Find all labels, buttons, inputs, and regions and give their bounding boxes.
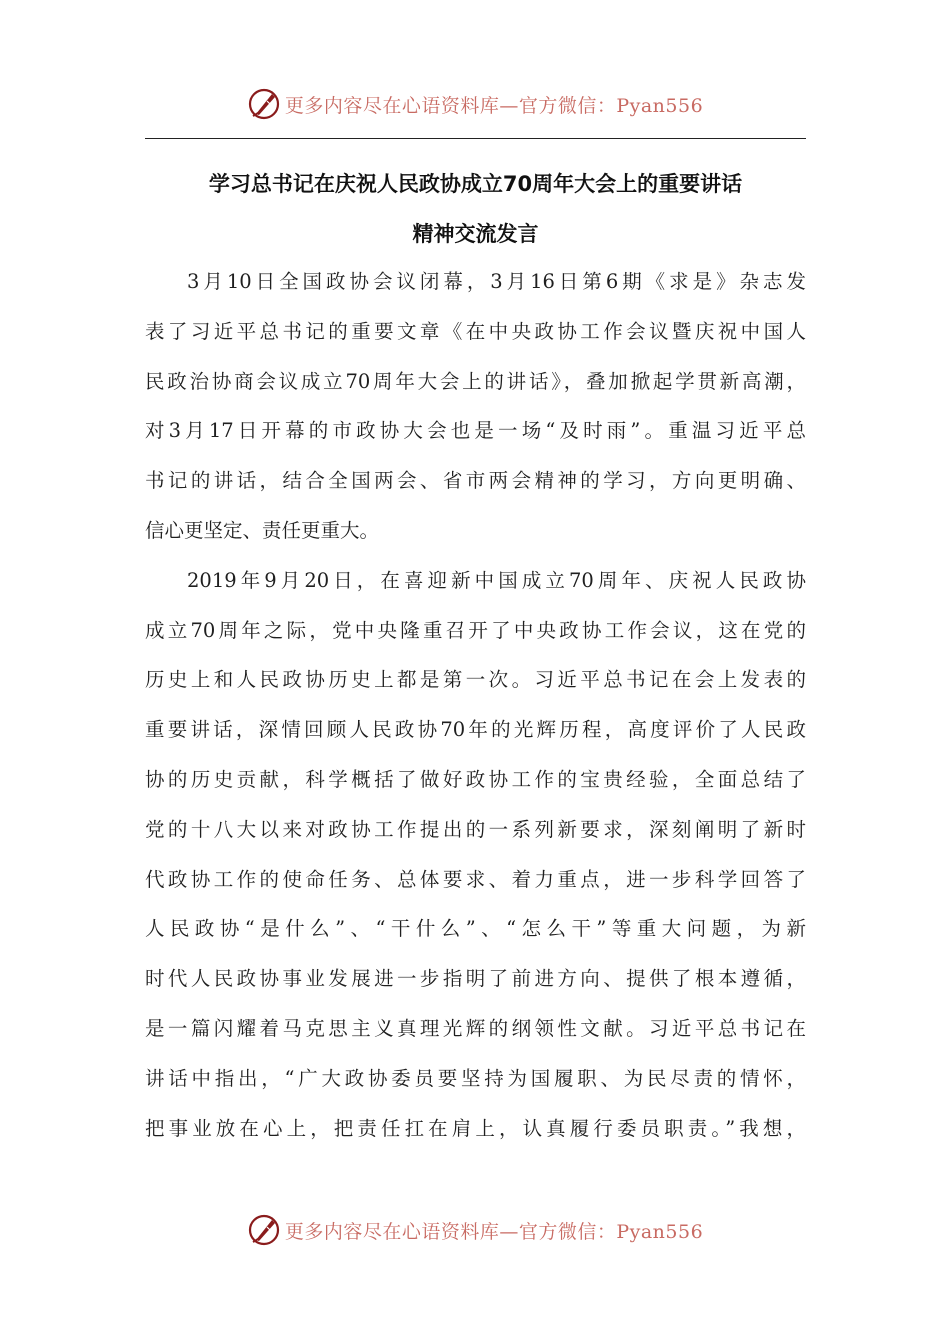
paragraph-line: 2019年9月20日，在喜迎新中国成立70周年、庆祝人民政协	[187, 568, 806, 592]
footer-banner-text: 更多内容尽在心语资料库—官方微信：Pyan556	[284, 1220, 704, 1243]
paragraph-line: 讲话中指出，“广大政协委员要坚持为国履职、为民尽责的情怀，	[145, 1066, 806, 1090]
paragraph-line: 民政治协商会议成立70周年大会上的讲话》，叠加掀起学贯新高潮，	[145, 369, 806, 393]
header-divider	[145, 138, 806, 139]
header-banner-text: 更多内容尽在心语资料库—官方微信：Pyan556	[284, 94, 704, 117]
paragraph-line: 代政协工作的使命任务、总体要求、着力重点，进一步科学回答了	[145, 867, 806, 891]
paragraph-line: 人民政协“是什么”、“干什么”、“怎么干”等重大问题，为新	[145, 917, 806, 941]
document-body	[145, 264, 806, 1160]
paragraph-line: 协的历史贡献，科学概括了做好政协工作的宝贵经验，全面总结了	[145, 767, 806, 791]
quill-pen-logo-icon	[247, 87, 281, 121]
paragraph-line: 把事业放在心上，把责任扛在肩上，认真履行委员职责。”我想，	[145, 1116, 806, 1140]
paragraph-line: 信心更坚定、责任更重大。	[145, 518, 380, 542]
paragraph-1	[145, 264, 806, 563]
paragraph-line: 书记的讲话，结合全国两会、省市两会精神的学习，方向更明确、	[145, 469, 806, 493]
paragraph-line: 3月10日全国政协会议闭幕，3月16日第6期《求是》杂志发	[187, 270, 806, 293]
paragraph-line: 时代人民政协事业发展进一步指明了前进方向、提供了根本遵循，	[145, 967, 806, 991]
paragraph-line: 历史上和人民政协历史上都是第一次。习近平总书记在会上发表的	[145, 668, 806, 692]
header-banner	[0, 84, 950, 124]
paragraph-line: 是一篇闪耀着马克思主义真理光辉的纲领性文献。习近平总书记在	[145, 1016, 806, 1040]
paragraph-line: 表了习近平总书记的重要文章《在中央政协工作会议暨庆祝中国人	[145, 319, 806, 343]
paragraph-line: 对3月17日开幕的市政协大会也是一场“及时雨”。重温习近平总	[145, 419, 806, 443]
document-title-line1: 学习总书记在庆祝人民政协成立70周年大会上的重要讲话	[208, 172, 743, 196]
document-title-line2: 精神交流发言	[412, 222, 539, 246]
footer-banner	[0, 1210, 950, 1250]
quill-pen-logo-icon	[247, 1213, 281, 1247]
paragraph-line: 成立70周年之际，党中央隆重召开了中央政协工作会议，这在党的	[145, 618, 806, 642]
paragraph-line: 重要讲话，深情回顾人民政协70年的光辉历程，高度评价了人民政	[145, 718, 806, 742]
paragraph-line: 党的十八大以来对政协工作提出的一系列新要求，深刻阐明了新时	[145, 817, 806, 841]
paragraph-2	[145, 563, 806, 1161]
